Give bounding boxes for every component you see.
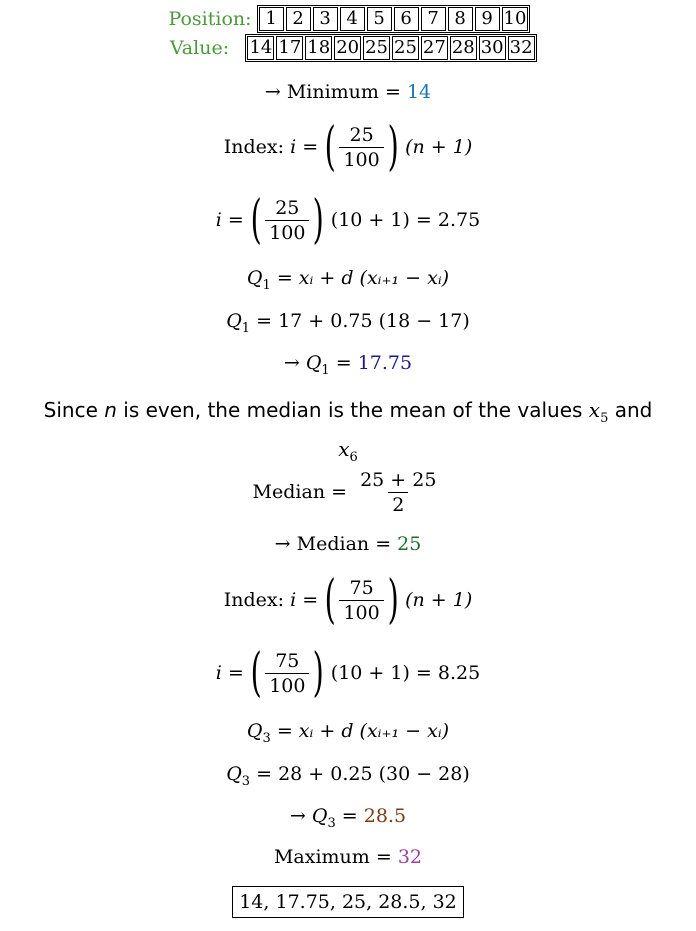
q1-substitution: $Q_1 = 17 + 0.75$ (18 − 17) (226, 310, 470, 336)
position-cell: 7 (421, 7, 446, 31)
value-cell: 25 (365, 36, 388, 58)
q3-general-formula: $Q_3$ = xᵢ + d (xᵢ₊₁ − xᵢ) (246, 720, 450, 746)
position-row (0, 4, 696, 33)
q3-index-calc: i = ( $\frac{75}{100}$ ) (10 + 1) = 8.25 (215, 643, 481, 703)
maximum-value: 32 (397, 846, 423, 868)
q3-substitution: $Q_3 = 28 + 0.25$ (30 − 28) (226, 763, 470, 789)
position-cell: 8 (448, 7, 473, 31)
value-cell: 18 (307, 36, 331, 58)
value-cell: 20 (336, 36, 360, 58)
position-cell: 4 (340, 7, 365, 31)
q1-index-formula: Index: i = ( $\frac{25}{100}$ ) (n + 1) (223, 117, 473, 177)
minimum-value: 14 (406, 81, 432, 103)
position-cell: 6 (394, 7, 419, 31)
value-cell: 17 (278, 36, 302, 58)
value-cell: 27 (422, 36, 446, 58)
position-cell: 9 (475, 7, 500, 31)
position-cell: 2 (286, 7, 311, 31)
median-explanation: Since n is even, the median is the mean of the values $x_5$ and $x_6$ (43, 398, 653, 465)
median-fraction: $\frac{25 + 25}{2}$ (360, 468, 437, 516)
maximum-line: Maximum = 32 (273, 846, 423, 868)
q1-value: 17.75 (357, 352, 413, 374)
value-cells (245, 34, 536, 62)
data-table (0, 4, 696, 62)
q3-fraction: $\frac{75}{100}$ (339, 576, 383, 625)
q1-index-calc: i = ( $\frac{25}{100}$ ) (10 + 1) = 2.75 (215, 190, 481, 250)
value-cell: 32 (509, 36, 533, 58)
position-cell: 10 (503, 7, 527, 29)
value-cell: 14 (249, 36, 273, 58)
q1-general-formula: $Q_1$ = xᵢ + d (xᵢ₊₁ − xᵢ) (246, 267, 450, 293)
five-number-summary (0, 886, 696, 918)
position-label: Position: (168, 7, 252, 30)
q3-value: 28.5 (363, 805, 407, 827)
median-formula: Median = $\frac{25 + 25}{2}$ (0, 464, 696, 520)
position-cell: 1 (259, 7, 284, 31)
value-cell: 28 (451, 36, 475, 58)
q1-result: → $Q_1 = 17.75$ (283, 352, 413, 378)
maximum-label: Maximum (273, 846, 370, 868)
q3-index-formula: Index: i = ( $\frac{75}{100}$ ) (n + 1) (223, 570, 473, 630)
median-value: 25 (397, 533, 422, 555)
value-cell: 30 (480, 36, 504, 58)
summary-box: 14, 17.75, 25, 28.5, 32 (232, 886, 464, 918)
value-row (0, 33, 696, 62)
q3-result: → $Q_3 = 28.5$ (289, 805, 407, 831)
q1-fraction: $\frac{25}{100}$ (339, 123, 383, 172)
position-cell: 3 (313, 7, 338, 31)
minimum-label: Minimum (286, 81, 379, 103)
value-cell: 25 (394, 36, 417, 58)
position-cells (257, 5, 531, 33)
value-label: Value: (169, 36, 230, 59)
minimum-line: → Minimum = 14 (264, 81, 432, 103)
position-cell: 5 (367, 7, 392, 31)
median-result: → Median = 25 (274, 533, 422, 555)
